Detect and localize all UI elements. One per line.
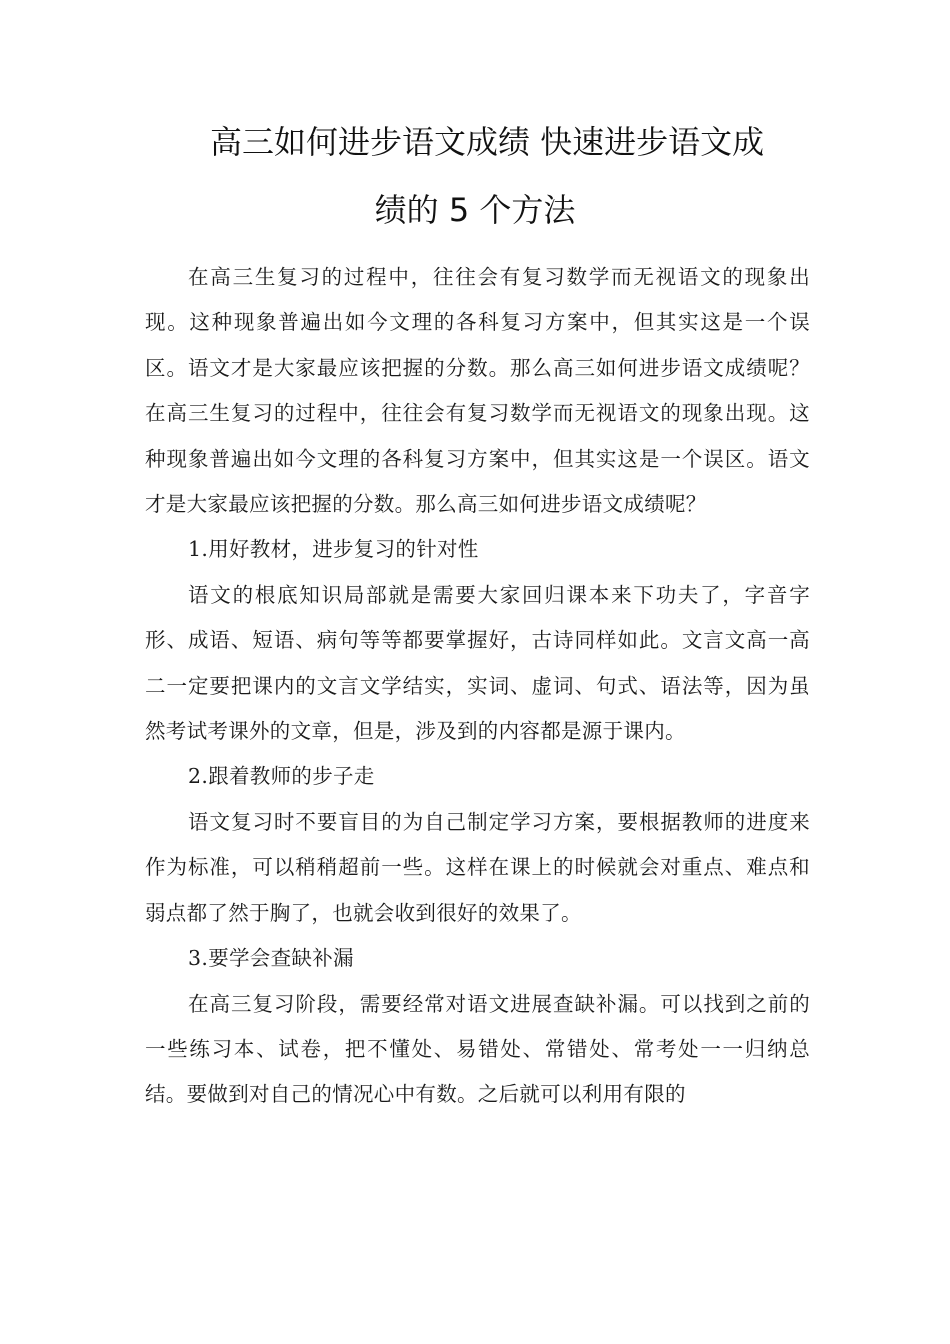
document-body <box>145 255 810 1118</box>
section-paragraph-1: 语文的根底知识局部就是需要大家回归课本来下功夫了，字音字形、成语、短语、病句等等都要掌握好，古诗同样如此。文言文高一高二一定要把课内的文言文学结实，实词、虚词、句式、语法等，因为虽然考试考课外的文章，但是，涉及到的内容都是源于课内。 <box>145 582 810 744</box>
intro-paragraph: 在高三生复习的过程中，往往会有复习数学而无视语文的现象出现。这种现象普遍出如今文理的各科复习方案中，但其实这是一个误区。语文才是大家最应该把握的分数。那么高三如何进步语文成绩呢？在高三生复习的过程中，往往会有复习数学而无视语文的现象出现。这种现象普遍出如今文理的各科复习方案中，但其实这是一个误区。语文才是大家最应该把握的分数。那么高三如何进步语文成绩呢？ <box>145 265 810 517</box>
section-heading-3: 3.要学会查缺补漏 <box>188 946 354 971</box>
section-paragraph-3: 在高三复习阶段，需要经常对语文进展查缺补漏。可以找到之前的一些练习本、试卷，把不懂处、易错处、常错处、常考处一一归纳总结。要做到对自己的情况心中有数。之后就可以利用有限的 <box>145 991 810 1107</box>
document-title-line-2: 绩的 5 个方法 <box>374 191 576 229</box>
section-paragraph-2: 语文复习时不要盲目的为自己制定学习方案，要根据教师的进度来作为标准，可以稍稍超前一些。这样在课上的时候就会对重点、难点和弱点都了然于胸了，也就会收到很好的效果了。 <box>145 809 810 925</box>
section-heading-2: 2.跟着教师的步子走 <box>188 764 375 789</box>
document-title-line-1: 高三如何进步语文成绩 快速进步语文成 <box>210 123 765 161</box>
section-heading-1: 1.用好教材，进步复习的针对性 <box>188 537 479 562</box>
